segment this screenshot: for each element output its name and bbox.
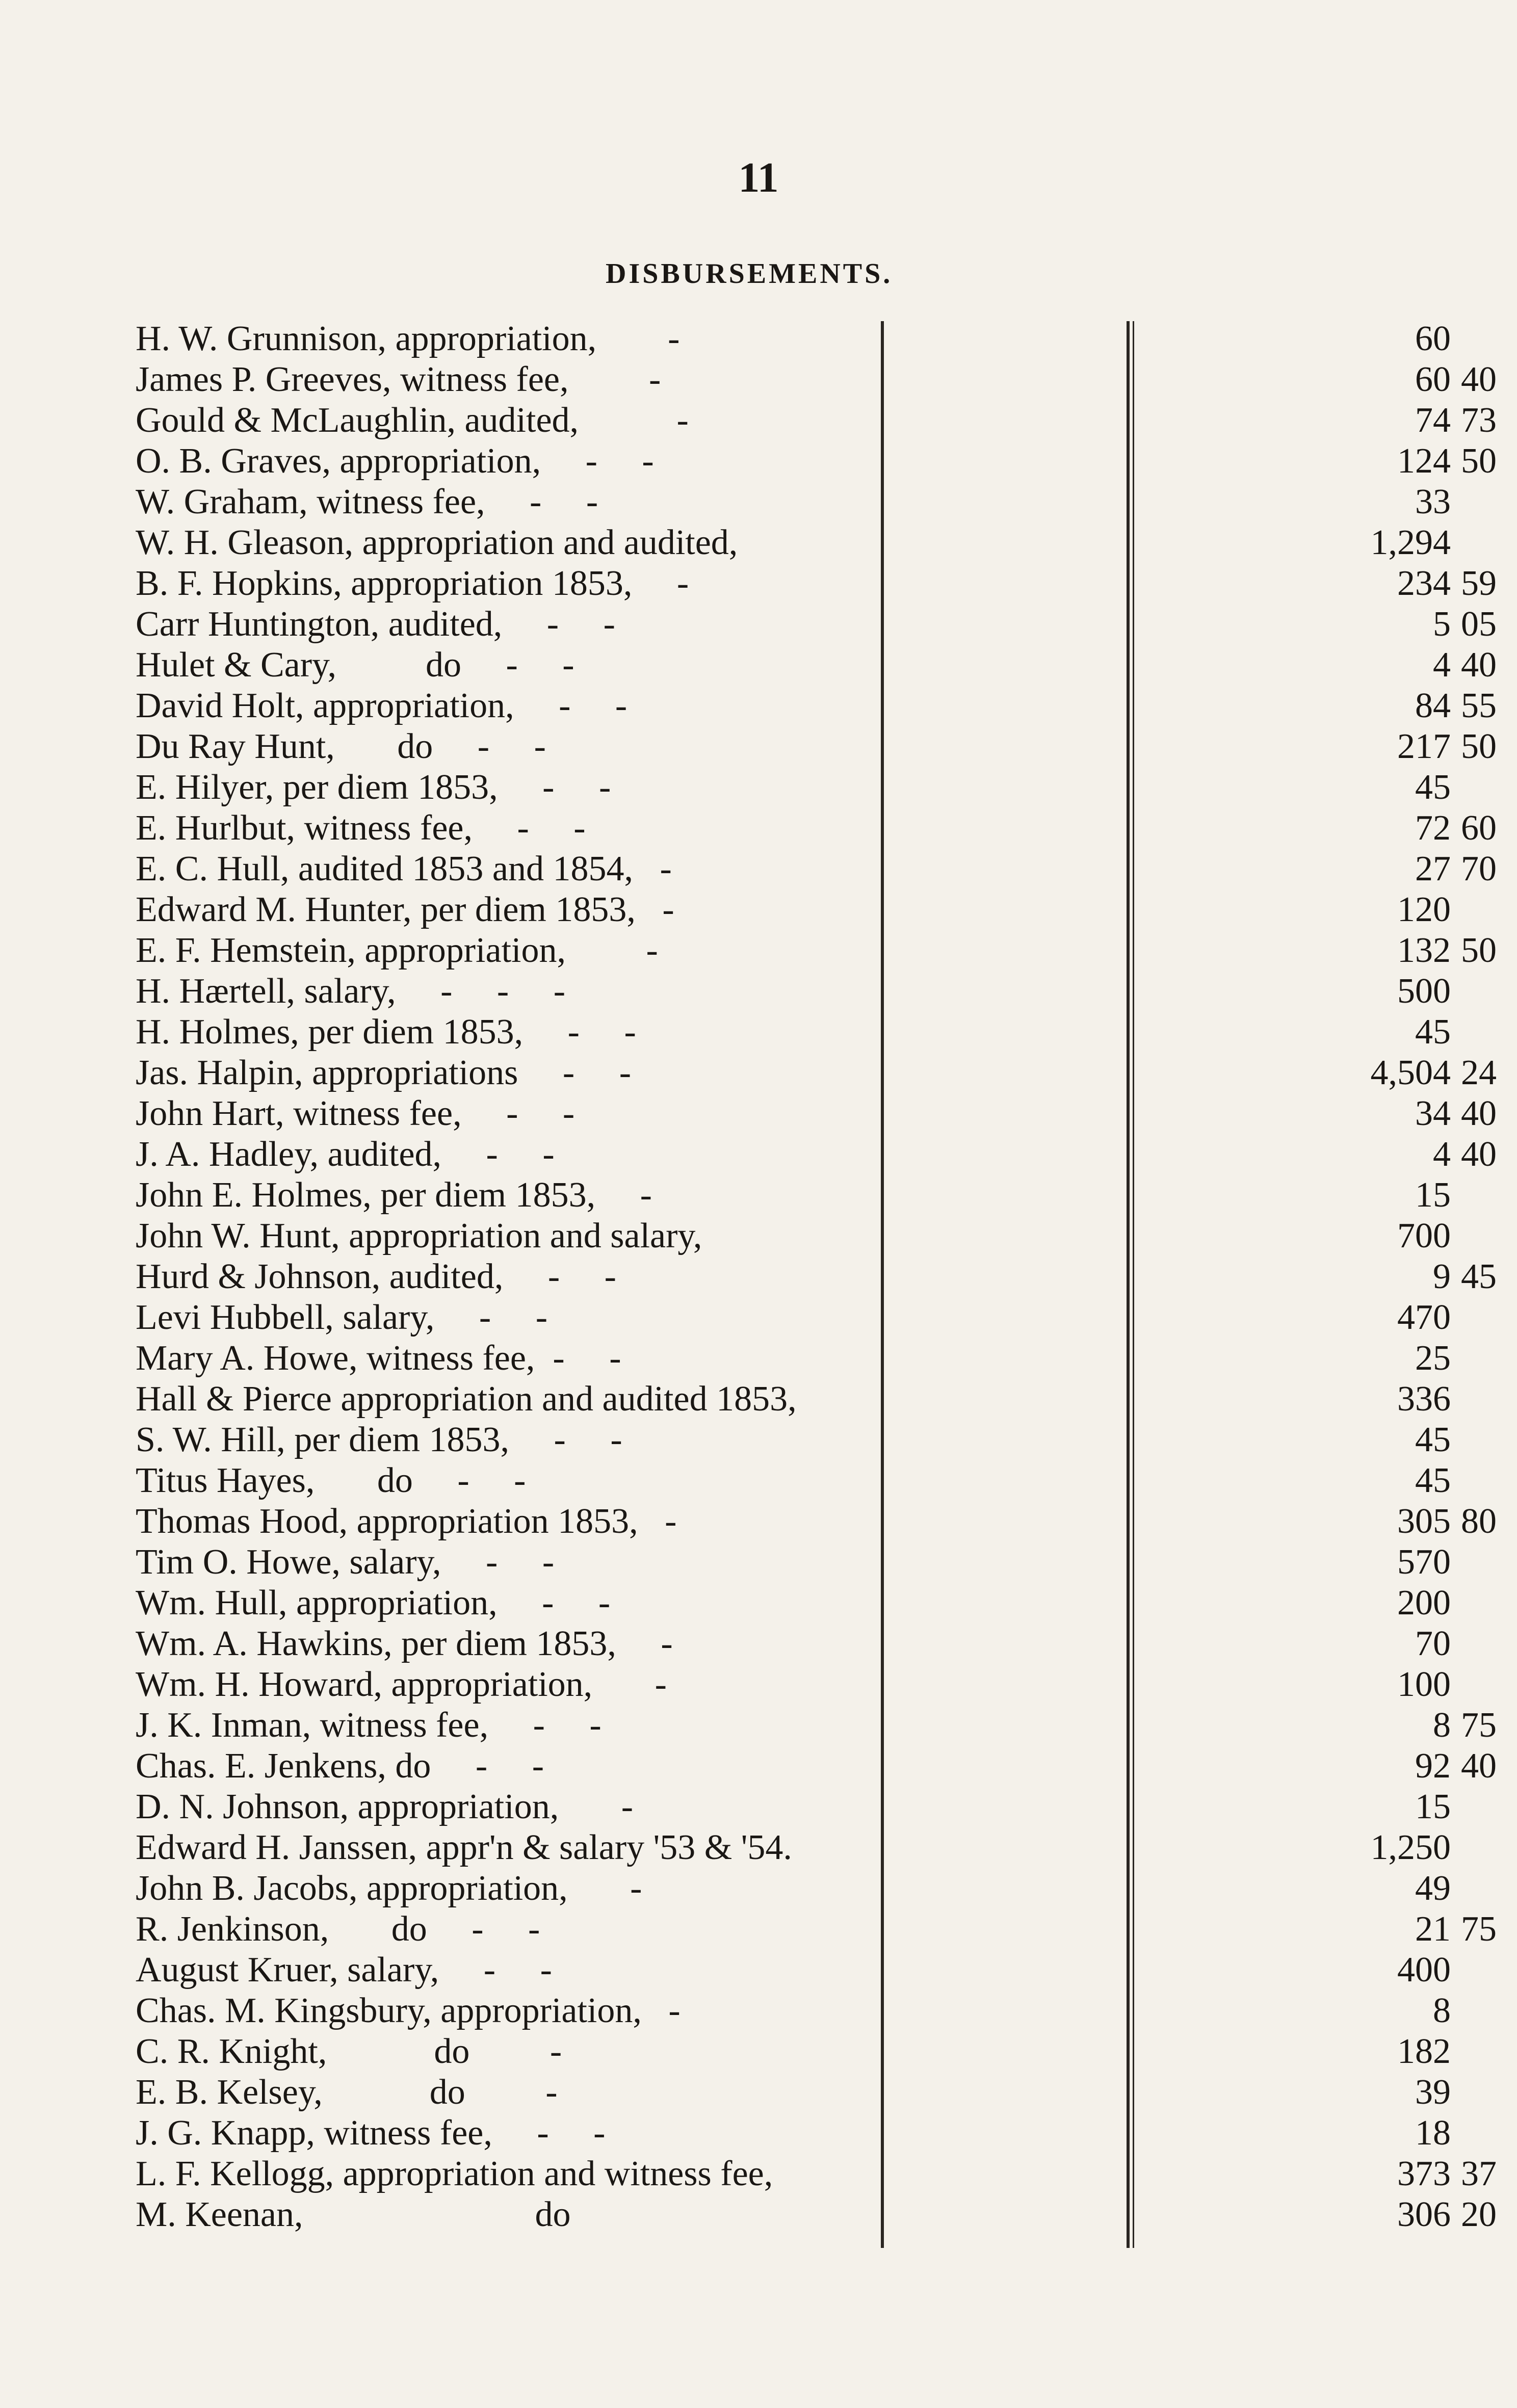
- amount-dollars: 100: [1397, 1665, 1451, 1704]
- ledger-row: [136, 1583, 1451, 1624]
- payee-description: D. N. Johnson, appropriation, -: [136, 1787, 634, 1826]
- amount-dollars: 124: [1397, 441, 1451, 481]
- amount-cents: 80: [1461, 1502, 1497, 1541]
- amount-cents: 50: [1461, 441, 1497, 481]
- amount-cents: 75: [1461, 1909, 1497, 1949]
- payee-description: John E. Holmes, per diem 1853, -: [136, 1175, 652, 1215]
- payee-description: John Hart, witness fee, - -: [136, 1094, 575, 1133]
- ledger-row: [136, 1420, 1451, 1460]
- amount-cents: 20: [1461, 2195, 1497, 2234]
- amount-dollars: 470: [1397, 1298, 1451, 1337]
- ledger-row: [136, 319, 1451, 359]
- ledger-row: [136, 1787, 1451, 1827]
- ledger-row: [136, 400, 1497, 441]
- amount-cents: 40: [1461, 645, 1497, 685]
- amount-dollars: 373: [1397, 2154, 1451, 2193]
- section-heading: DISBURSEMENTS.: [606, 258, 893, 290]
- amount-cents: 05: [1461, 605, 1497, 644]
- payee-description: Tim O. Howe, salary, - -: [136, 1542, 555, 1582]
- amount-cents: 40: [1461, 1746, 1497, 1786]
- ledger-row: [136, 1216, 1451, 1257]
- payee-description: Hall & Pierce appropriation and audited 1853,: [136, 1379, 797, 1419]
- ledger-row: [136, 1053, 1497, 1093]
- ledger-row: [136, 2072, 1451, 2113]
- amount-dollars: 305: [1397, 1502, 1451, 1541]
- amount-dollars: 4: [1433, 645, 1451, 685]
- amount-cents: 60: [1461, 808, 1497, 848]
- payee-description: O. B. Graves, appropriation, - -: [136, 441, 654, 481]
- payee-description: James P. Greeves, witness fee, -: [136, 360, 661, 399]
- ledger-row: [136, 1746, 1497, 1787]
- ledger-row: [136, 1705, 1497, 1746]
- amount-dollars: 18: [1415, 2113, 1451, 2153]
- amount-cents: 50: [1461, 727, 1497, 766]
- amount-cents: 73: [1461, 401, 1497, 440]
- amount-dollars: 120: [1397, 890, 1451, 929]
- amount-cents: 59: [1461, 564, 1497, 603]
- amount-cents: 55: [1461, 686, 1497, 725]
- ledger-row: [136, 604, 1497, 645]
- amount-dollars: 45: [1415, 1461, 1451, 1500]
- ledger-row: [136, 1501, 1497, 1542]
- payee-description: M. Keenan, do: [136, 2195, 571, 2234]
- amount-dollars: 8: [1433, 1706, 1451, 1745]
- amount-dollars: 45: [1415, 1420, 1451, 1459]
- payee-description: L. F. Kellogg, appropriation and witness fee,: [136, 2154, 773, 2193]
- amount-dollars: 27: [1415, 849, 1451, 888]
- payee-description: H. Holmes, per diem 1853, - -: [136, 1012, 636, 1052]
- amount-dollars: 400: [1397, 1950, 1451, 1990]
- amount-dollars: 306: [1397, 2195, 1451, 2234]
- ledger-row: [136, 482, 1451, 522]
- ledger-row: [136, 359, 1497, 400]
- ledger-row: [136, 2031, 1451, 2072]
- payee-description: Mary A. Howe, witness fee, - -: [136, 1339, 621, 1378]
- payee-description: R. Jenkinson, do - -: [136, 1909, 540, 1949]
- amount-dollars: 25: [1415, 1339, 1451, 1378]
- amount-dollars: 49: [1415, 1869, 1451, 1908]
- amount-dollars: 1,250: [1370, 1828, 1451, 1867]
- amount-dollars: 45: [1415, 768, 1451, 807]
- payee-description: B. F. Hopkins, appropriation 1853, -: [136, 564, 689, 603]
- payee-description: E. Hilyer, per diem 1853, - -: [136, 768, 611, 807]
- ledger-row: [136, 522, 1451, 563]
- ledger-row: [136, 1991, 1451, 2031]
- ledger-row: [136, 1012, 1451, 1053]
- payee-description: Levi Hubbell, salary, - -: [136, 1298, 548, 1337]
- ledger-row: [136, 1909, 1497, 1950]
- amount-dollars: 60: [1415, 319, 1451, 358]
- payee-description: E. B. Kelsey, do -: [136, 2073, 558, 2112]
- payee-description: Edward H. Janssen, appr'n & salary '53 & '54.: [136, 1828, 792, 1867]
- payee-description: C. R. Knight, do -: [136, 2032, 562, 2071]
- payee-description: Chas. M. Kingsbury, appropriation, -: [136, 1991, 681, 2030]
- payee-description: H. Hærtell, salary, - - -: [136, 972, 566, 1011]
- amount-dollars: 182: [1397, 2032, 1451, 2071]
- payee-description: Wm. Hull, appropriation, - -: [136, 1583, 611, 1622]
- amount-cents: 70: [1461, 849, 1497, 888]
- amount-dollars: 200: [1397, 1583, 1451, 1622]
- ledger-row: [136, 1093, 1497, 1134]
- payee-description: J. K. Inman, witness fee, - -: [136, 1706, 601, 1745]
- amount-dollars: 84: [1415, 686, 1451, 725]
- payee-description: W. H. Gleason, appropriation and audited,: [136, 523, 738, 562]
- amount-dollars: 33: [1415, 482, 1451, 521]
- ledger-row: [136, 726, 1497, 767]
- amount-cents: 50: [1461, 931, 1497, 970]
- ledger-row: [136, 1338, 1451, 1379]
- amount-dollars: 132: [1397, 931, 1451, 970]
- amount-dollars: 21: [1415, 1909, 1451, 1949]
- amount-dollars: 70: [1415, 1624, 1451, 1663]
- amount-dollars: 60: [1415, 360, 1451, 399]
- payee-description: John B. Jacobs, appropriation, -: [136, 1869, 642, 1908]
- amount-dollars: 234: [1397, 564, 1451, 603]
- amount-dollars: 39: [1415, 2073, 1451, 2112]
- amount-dollars: 700: [1397, 1216, 1451, 1255]
- ledger-row: [136, 971, 1451, 1012]
- ledger-row: [136, 686, 1497, 726]
- ledger-row: [136, 1542, 1451, 1583]
- amount-dollars: 8: [1433, 1991, 1451, 2030]
- amount-dollars: 500: [1397, 972, 1451, 1011]
- payee-description: S. W. Hill, per diem 1853, - -: [136, 1420, 622, 1459]
- ledger-row: [136, 645, 1497, 686]
- ledger-row: [136, 849, 1497, 889]
- ledger-row: [136, 441, 1497, 482]
- amount-cents: 40: [1461, 1135, 1497, 1174]
- payee-description: Carr Huntington, audited, - -: [136, 605, 615, 644]
- disbursement-ledger: [136, 319, 1497, 2235]
- amount-cents: 45: [1461, 1257, 1497, 1296]
- amount-cents: 24: [1461, 1053, 1497, 1092]
- amount-dollars: 15: [1415, 1175, 1451, 1215]
- payee-description: Hulet & Cary, do - -: [136, 645, 574, 685]
- ledger-row: [136, 1257, 1497, 1297]
- payee-description: John W. Hunt, appropriation and salary,: [136, 1216, 702, 1255]
- ledger-row: [136, 1297, 1451, 1338]
- ledger-row: [136, 808, 1497, 849]
- amount-dollars: 72: [1415, 808, 1451, 848]
- payee-description: August Kruer, salary, - -: [136, 1950, 552, 1990]
- page-number: 11: [738, 154, 779, 201]
- amount-cents: 40: [1461, 1094, 1497, 1133]
- amount-dollars: 34: [1415, 1094, 1451, 1133]
- amount-dollars: 4: [1433, 1135, 1451, 1174]
- amount-dollars: 74: [1415, 401, 1451, 440]
- payee-description: Thomas Hood, appropriation 1853, -: [136, 1502, 677, 1541]
- ledger-row: [136, 1950, 1451, 1991]
- ledger-row: [136, 767, 1451, 808]
- amount-dollars: 9: [1433, 1257, 1451, 1296]
- ledger-row: [136, 2154, 1497, 2194]
- payee-description: E. F. Hemstein, appropriation, -: [136, 931, 658, 970]
- ledger-row: [136, 889, 1451, 930]
- payee-description: J. A. Hadley, audited, - -: [136, 1135, 555, 1174]
- payee-description: H. W. Grunnison, appropriation, -: [136, 319, 680, 358]
- amount-dollars: 15: [1415, 1787, 1451, 1826]
- payee-description: Chas. E. Jenkens, do - -: [136, 1746, 544, 1786]
- payee-description: W. Graham, witness fee, - -: [136, 482, 598, 521]
- amount-dollars: 336: [1397, 1379, 1451, 1419]
- ledger-row: [136, 1827, 1451, 1868]
- amount-dollars: 45: [1415, 1012, 1451, 1052]
- ledger-row: [136, 2113, 1451, 2154]
- ledger-row: [136, 930, 1497, 971]
- amount-cents: 75: [1461, 1706, 1497, 1745]
- ledger-row: [136, 563, 1497, 604]
- payee-description: Wm. H. Howard, appropriation, -: [136, 1665, 667, 1704]
- amount-dollars: 4,504: [1370, 1053, 1451, 1092]
- ledger-row: [136, 1868, 1451, 1909]
- amount-cents: 40: [1461, 360, 1497, 399]
- amount-dollars: 570: [1397, 1542, 1451, 1582]
- payee-description: Wm. A. Hawkins, per diem 1853, -: [136, 1624, 673, 1663]
- amount-dollars: 5: [1433, 605, 1451, 644]
- payee-description: J. G. Knapp, witness fee, - -: [136, 2113, 606, 2153]
- ledger-row: [136, 2194, 1497, 2235]
- payee-description: David Holt, appropriation, - -: [136, 686, 627, 725]
- ledger-row: [136, 1664, 1451, 1705]
- ledger-row: [136, 1460, 1451, 1501]
- amount-dollars: 92: [1415, 1746, 1451, 1786]
- payee-description: E. Hurlbut, witness fee, - -: [136, 808, 586, 848]
- payee-description: Du Ray Hunt, do - -: [136, 727, 546, 766]
- amount-cents: 37: [1461, 2154, 1497, 2193]
- amount-dollars: 217: [1397, 727, 1451, 766]
- ledger-row: [136, 1175, 1451, 1216]
- payee-description: Titus Hayes, do - -: [136, 1461, 526, 1500]
- payee-description: Edward M. Hunter, per diem 1853, -: [136, 890, 674, 929]
- amount-dollars: 1,294: [1370, 523, 1451, 562]
- payee-description: Jas. Halpin, appropriations - -: [136, 1053, 632, 1092]
- ledger-row: [136, 1624, 1451, 1664]
- payee-description: Gould & McLaughlin, audited, -: [136, 401, 689, 440]
- payee-description: E. C. Hull, audited 1853 and 1854, -: [136, 849, 672, 888]
- ledger-row: [136, 1134, 1497, 1175]
- ledger-row: [136, 1379, 1451, 1420]
- payee-description: Hurd & Johnson, audited, - -: [136, 1257, 616, 1296]
